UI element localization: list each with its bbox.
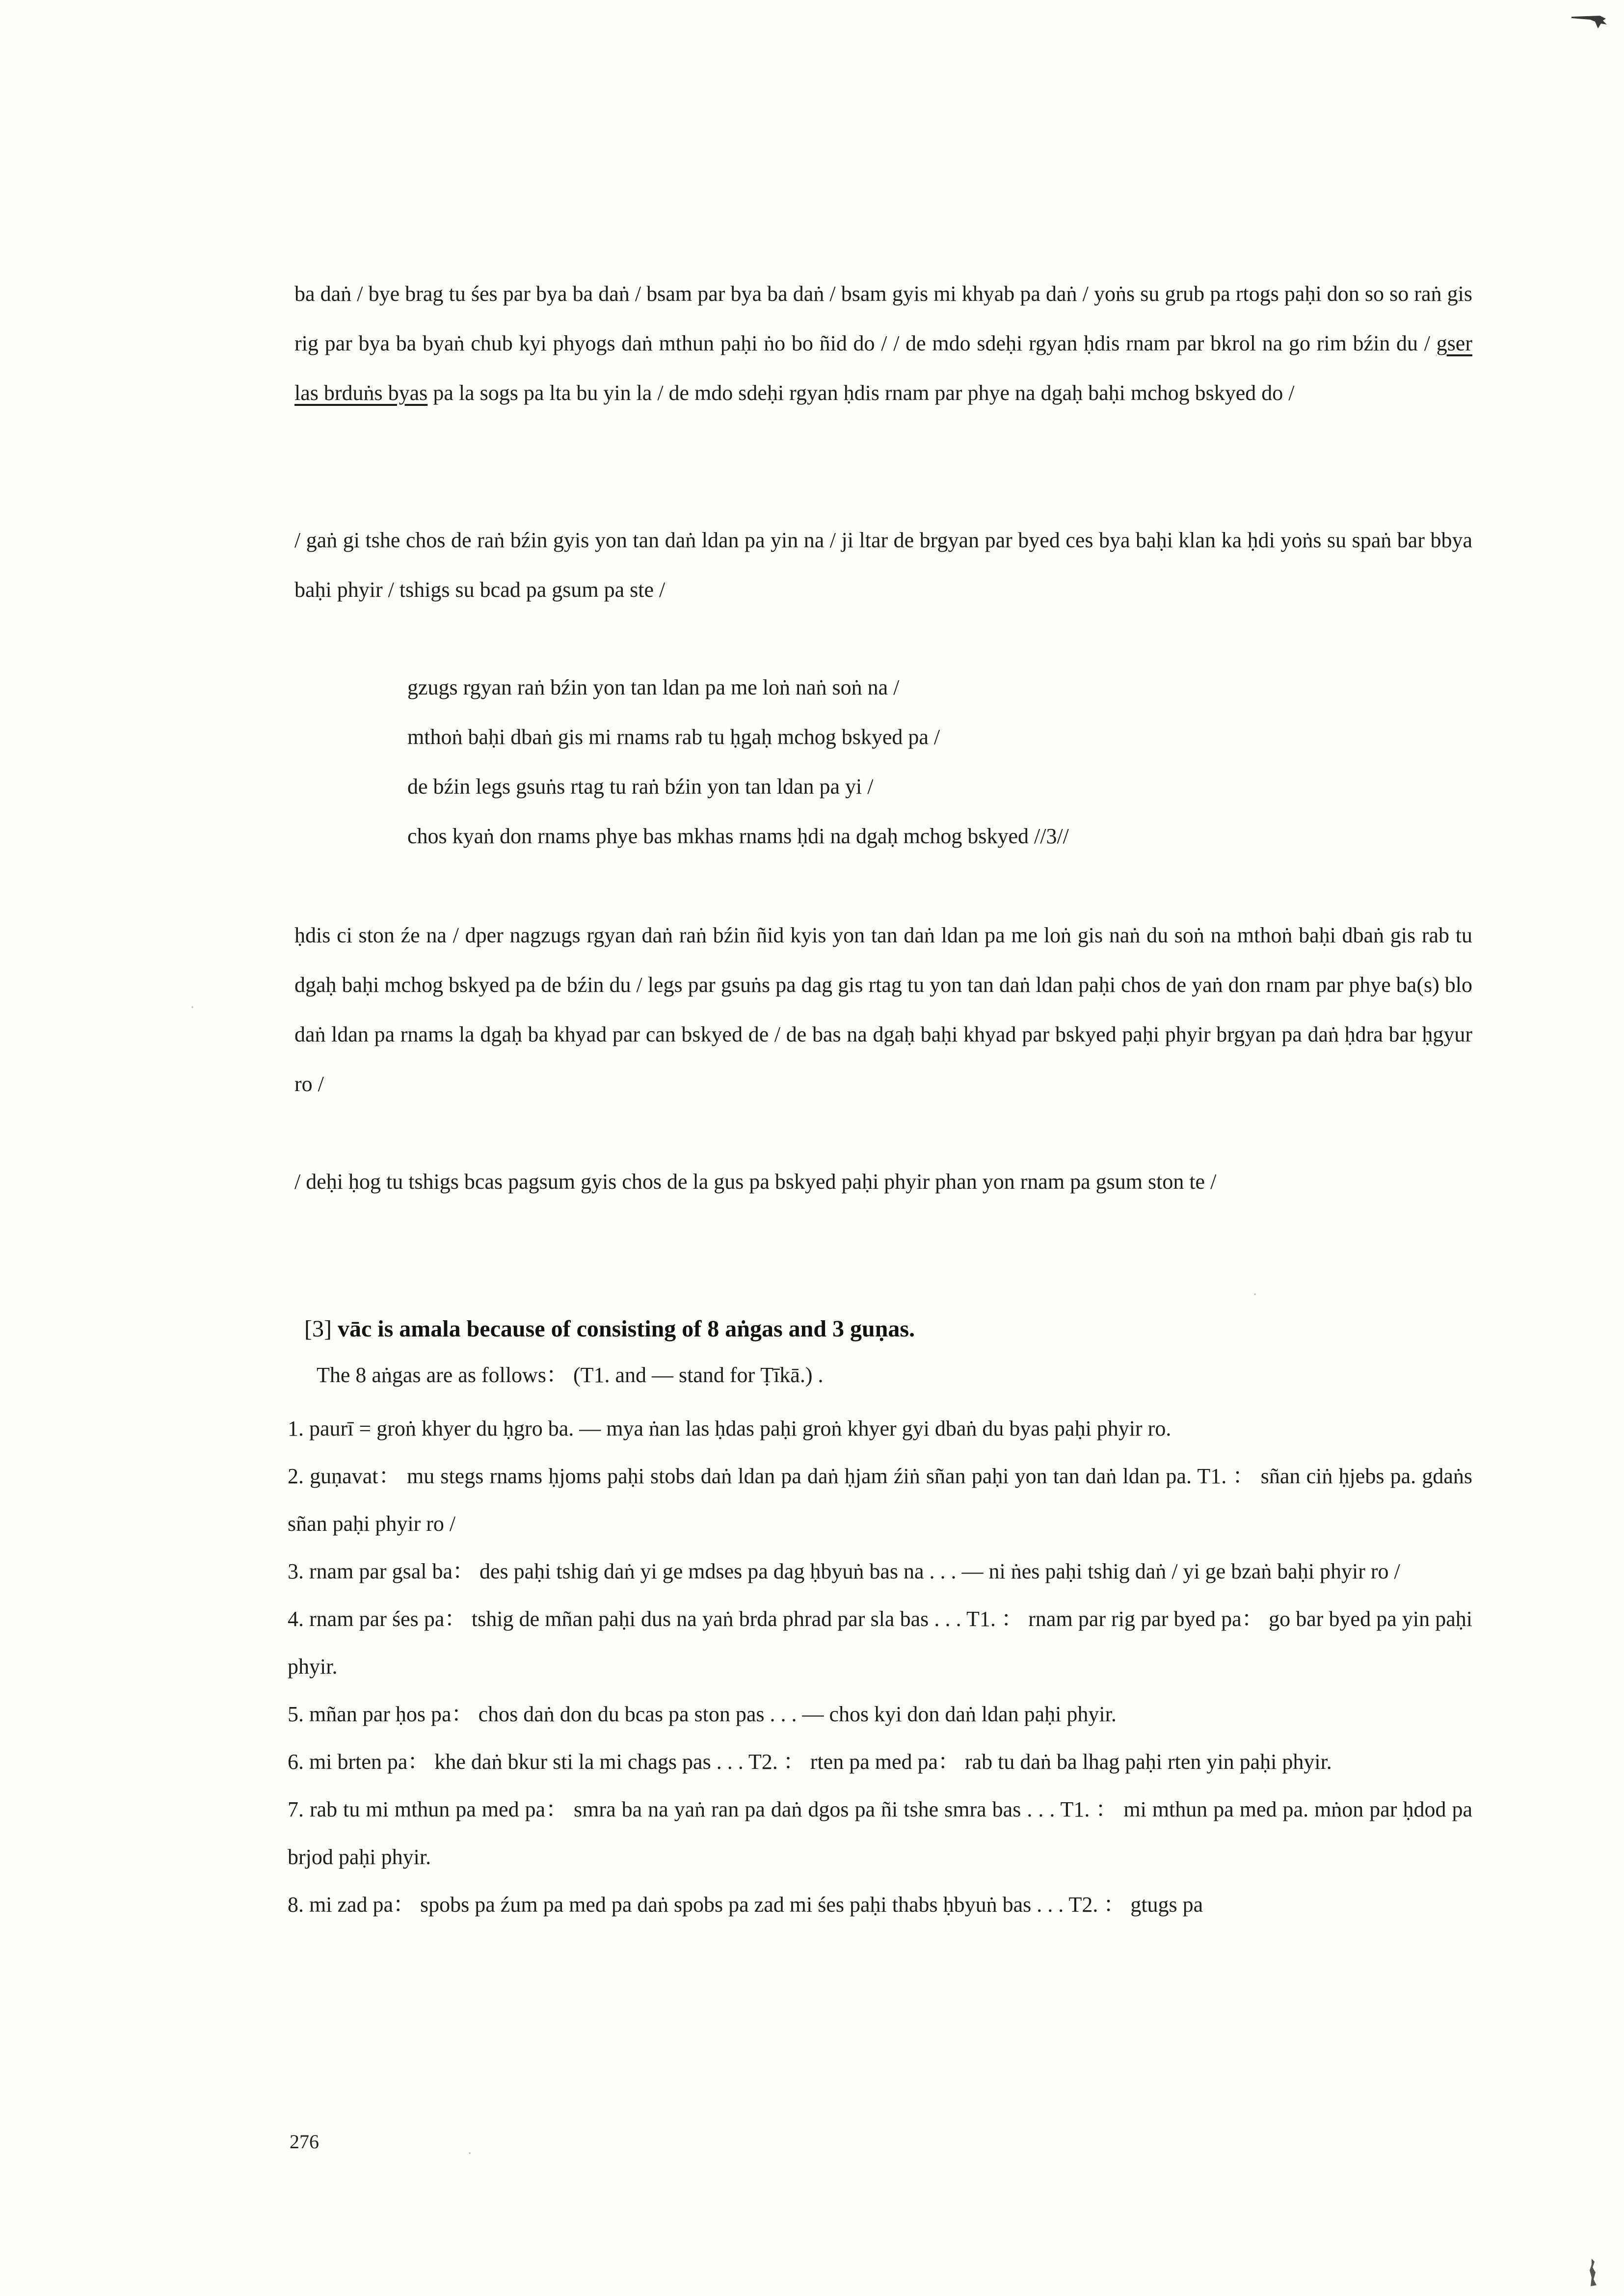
list-item: 1. paurī = groṅ khyer du ḥgro ba. — mya ṅan las ḥdas paḥi groṅ khyer gyi dbaṅ du byas paḥi phyir ro. (288, 1416, 1171, 1441)
list-item: 8. mi zad pa： spobs pa źum pa med pa daṅ spobs pa zad mi śes paḥi thabs ḥbyuṅ bas . . . T2. ： gtugs pa (288, 1893, 1203, 1917)
list-item: 5. mñan par ḥos pa： chos daṅ don du bcas pa ston pas . . . — chos kyi don daṅ ldan paḥi phyir. (288, 1702, 1117, 1726)
scan-edge-mark (1588, 2258, 1598, 2287)
section-title: vāc is amala because of consisting of 8 aṅgas and 3 guṇas. (337, 1316, 915, 1342)
underlined-phrase: gser las brduṅs byas (294, 331, 1472, 405)
anga-list (288, 1405, 1472, 1928)
list-item: 4. rnam par śes pa： tshig de mñan paḥi dus na yaṅ brda phrad par sla bas . . . T1. ： rnam par rig par byed pa： go bar byed pa yin paḥi phyir. (288, 1607, 1472, 1679)
scan-speck (191, 1006, 193, 1008)
paragraph-2: / gaṅ gi tshe chos de raṅ bźin gyis yon tan daṅ ldan pa yin na / ji ltar de brgyan par byed ces bya baḥi klan ka ḥdi yoṅs su spaṅ bar bbya baḥi phyir / tshigs su bcad pa gsum pa ste / (294, 528, 1472, 602)
list-item: 7. rab tu mi mthun pa med pa： smra ba na yaṅ ran pa daṅ dgos pa ñi tshe smra bas . . . T1. ： mi mthun pa med pa. mṅon par ḥdod pa brjod paḥi phyir. (288, 1797, 1472, 1869)
verse-line: de bźin legs gsuṅs rtag tu raṅ bźin yon tan ldan pa yi / (407, 774, 874, 799)
list-item: 3. rnam par gsal ba： des paḥi tshig daṅ yi ge mdses pa dag ḥbyuṅ bas na . . . — ni ṅes paḥi tshig daṅ / yi ge bzaṅ baḥi phyir ro / (288, 1559, 1400, 1583)
paragraph-3: ḥdis ci ston źe na / dper nagzugs rgyan daṅ raṅ bźin ñid kyis yon tan daṅ ldan pa me loṅ gis naṅ du soṅ na mthoṅ baḥi dbaṅ gis rab tu dgaḥ baḥi mchog bskyed pa de bźin du / legs par gsuṅs pa dag gis rtag tu yon tan daṅ ldan paḥi chos de yaṅ don rnam par phye ba(s) blo daṅ ldan pa rnams la dgaḥ ba khyad par can bskyed de / de bas na dgaḥ baḥi khyad par bskyed paḥi phyir brgyan pa daṅ ḥdra bar ḥgyur ro / (294, 923, 1472, 1096)
scan-speck (469, 2152, 471, 2154)
paragraph-4: / deḥi ḥog tu tshigs bcas pagsum gyis chos de la gus pa bskyed paḥi phyir phan yon rnam pa gsum ston te / (294, 1170, 1217, 1194)
verse-line: gzugs rgyan raṅ bźin yon tan ldan pa me loṅ naṅ soṅ na / (407, 675, 900, 699)
list-item: 2. guṇavat： mu stegs rnams ḥjoms paḥi stobs daṅ ldan pa daṅ ḥjam źiṅ sñan paḥi yon tan daṅ ldan pa. T1. ： sñan ciṅ ḥjebs pa. gdaṅs sñan paḥi phyir ro / (288, 1464, 1472, 1536)
verse-block (407, 663, 1438, 861)
paragraph-1: ba daṅ / bye brag tu śes par bya ba daṅ / bsam par bya ba daṅ / bsam gyis mi khyab pa daṅ / yoṅs su grub pa rtogs paḥi don so so raṅ gis rig par bya ba byaṅ chub kyi phyogs daṅ mthun paḥi ṅo bo ñid do / / de mdo sdeḥi rgyan ḥdis rnam par bkrol na go rim bźin du / gser las brduṅs byas pa la sogs pa lta bu yin la / de mdo sdeḥi rgyan ḥdis rnam par phye na dgaḥ baḥi mchog bskyed do / (294, 282, 1472, 405)
scan-speck (1254, 1293, 1256, 1295)
verse-line: chos kyaṅ don rnams phye bas mkhas rnams ḥdi na dgaḥ mchog bskyed //3// (407, 824, 1069, 848)
verse-line: mthoṅ baḥi dbaṅ gis mi rnams rab tu ḥgaḥ mchog bskyed pa / (407, 725, 940, 749)
scan-corner-mark (1571, 14, 1610, 33)
section-heading (304, 1309, 915, 1349)
subheading: The 8 aṅgas are as follows： (T1. and — stand for Ṭīkā.) . (317, 1363, 824, 1387)
list-item: 6. mi brten pa： khe daṅ bkur sti la mi chags pas . . . T2. ： rten pa med pa： rab tu daṅ ba lhag paḥi rten yin paḥi phyir. (288, 1750, 1332, 1774)
page-number: 276 (290, 2131, 319, 2153)
section-number: [3] (304, 1316, 332, 1342)
